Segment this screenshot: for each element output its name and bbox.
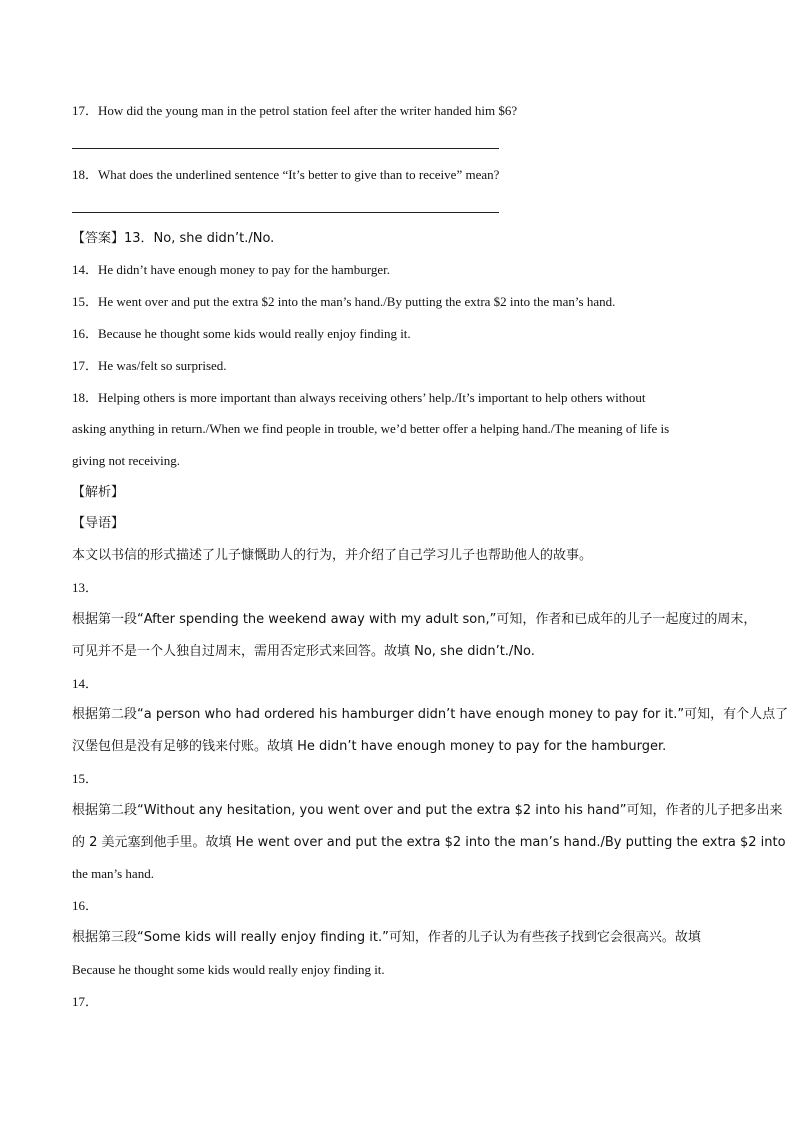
explanation-16-number: 16． <box>72 898 99 913</box>
question-17: 17．How did the young man in the petrol station feel after the writer handed him $6? <box>72 103 518 118</box>
answer-13: 【答案】13．No, she didn’t./No. <box>72 231 275 246</box>
explanation-16-line-2: Because he thought some kids would really enjoy finding it. <box>72 962 385 977</box>
analysis-heading: 【解析】 <box>72 485 125 500</box>
explanation-15-line-3: the man’s hand. <box>72 866 154 881</box>
answer-17: 17．He was/felt so surprised. <box>72 358 227 373</box>
explanation-13-line-1: 根据第一段“After spending the weekend away with my adult son,”可知，作者和已成年的儿子一起度过的周末， <box>72 612 757 627</box>
answer-blank-17 <box>72 148 499 149</box>
answer-14: 14．He didn’t have enough money to pay for the hamburger. <box>72 262 390 277</box>
guide-text: 本文以书信的形式描述了儿子慷慨助人的行为，并介绍了自己学习儿子也帮助他人的故事。 <box>72 548 593 563</box>
answer-16: 16．Because he thought some kids would really enjoy finding it. <box>72 326 411 341</box>
answer-18-line-2: asking anything in return./When we find people in trouble, we’d better offer a helping hand./The meaning of life is <box>72 421 670 436</box>
explanation-13-line-2: 可见并不是一个人独自过周末，需用否定形式来回答。故填 No, she didn’t./No. <box>72 644 535 659</box>
answer-18-line-3: giving not receiving. <box>72 453 180 468</box>
explanation-15-line-2: 的 2 美元塞到他手里。故填 He went over and put the extra $2 into the man’s hand./By putting the extra $2 into <box>72 835 786 850</box>
explanation-15-number: 15． <box>72 771 99 786</box>
answer-blank-18 <box>72 212 499 213</box>
explanation-16-line-1: 根据第三段“Some kids will really enjoy finding it.”可知，作者的儿子认为有些孩子找到它会很高兴。故填 <box>72 930 701 945</box>
explanation-14-line-1: 根据第二段“a person who had ordered his hamburger didn’t have enough money to pay for it.”可知，有个人点了 <box>72 707 789 722</box>
guide-heading: 【导语】 <box>72 516 125 531</box>
explanation-15-line-1: 根据第二段“Without any hesitation, you went over and put the extra $2 into his hand”可知，作者的儿子把多出来 <box>72 803 783 818</box>
answer-18-line-1: 18．Helping others is more important than always receiving others’ help./It’s important to help others without <box>72 390 646 405</box>
question-18: 18．What does the underlined sentence “It’s better to give than to receive” mean? <box>72 167 500 182</box>
explanation-17-number: 17． <box>72 994 99 1009</box>
answer-15: 15．He went over and put the extra $2 into the man’s hand./By putting the extra $2 into the man’s hand. <box>72 294 616 309</box>
explanation-14-line-2: 汉堡包但是没有足够的钱来付账。故填 He didn’t have enough money to pay for the hamburger. <box>72 739 667 754</box>
explanation-14-number: 14． <box>72 676 99 691</box>
explanation-13-number: 13． <box>72 580 99 595</box>
